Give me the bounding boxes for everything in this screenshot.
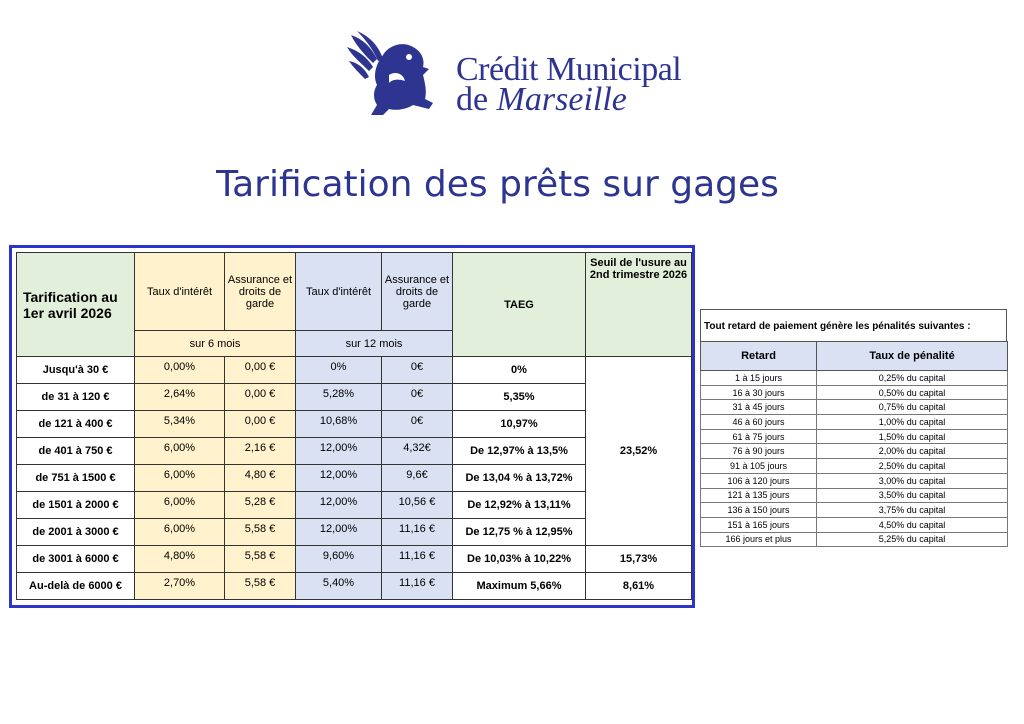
taeg-value: De 12,97% à 13,5%	[453, 438, 586, 465]
fee-12m: 4,32€	[382, 438, 453, 465]
rate-6m: 6,00%	[135, 519, 225, 546]
logo-line2-prefix: de	[456, 81, 497, 118]
penalty-taux: 2,00% du capital	[817, 444, 1008, 459]
rate-12m: 12,00%	[296, 465, 382, 492]
taeg-value: 5,35%	[453, 384, 586, 411]
row-label: de 1501 à 2000 €	[17, 492, 135, 519]
taeg-value: De 12,75 % à 12,95%	[453, 519, 586, 546]
fee-6m: 5,58 €	[225, 546, 296, 573]
penalty-taux: 5,25% du capital	[817, 532, 1008, 547]
penalty-retard: 121 à 135 jours	[701, 488, 817, 503]
logo-wordmark	[456, 51, 682, 118]
seuil-value: 8,61%	[586, 573, 692, 600]
rate-12m: 12,00%	[296, 492, 382, 519]
fee-6m: 5,28 €	[225, 492, 296, 519]
rate-12m: 12,00%	[296, 438, 382, 465]
table-row	[17, 357, 692, 384]
fee-12m: 0€	[382, 384, 453, 411]
row-label: de 3001 à 6000 €	[17, 546, 135, 573]
table-row	[701, 488, 1008, 503]
logo	[343, 25, 688, 125]
penalty-taux: 1,50% du capital	[817, 429, 1008, 444]
fee-6m: 0,00 €	[225, 384, 296, 411]
header-taux-12m: Taux d'intérêt	[296, 253, 382, 331]
penalty-retard: 166 jours et plus	[701, 532, 817, 547]
rate-6m: 2,64%	[135, 384, 225, 411]
rate-6m: 6,00%	[135, 492, 225, 519]
penalty-retard: 31 à 45 jours	[701, 400, 817, 415]
row-label: de 401 à 750 €	[17, 438, 135, 465]
taeg-value: 0%	[453, 357, 586, 384]
griffin-logo-icon	[343, 25, 443, 125]
tariff-header-row	[17, 253, 692, 331]
rate-12m: 5,40%	[296, 573, 382, 600]
table-row	[701, 473, 1008, 488]
header-taux-6m: Taux d'intérêt	[135, 253, 225, 331]
penalty-taux: 3,75% du capital	[817, 503, 1008, 518]
rate-6m: 6,00%	[135, 438, 225, 465]
header-assurance-6m: Assurance et droits de garde	[225, 253, 296, 331]
fee-6m: 4,80 €	[225, 465, 296, 492]
table-row	[17, 546, 692, 573]
penalty-col-taux: Taux de pénalité	[817, 342, 1008, 371]
fee-12m: 0€	[382, 357, 453, 384]
penalty-retard: 61 à 75 jours	[701, 429, 817, 444]
penalty-taux: 1,00% du capital	[817, 415, 1008, 430]
seuil-value: 15,73%	[586, 546, 692, 573]
row-label: de 121 à 400 €	[17, 411, 135, 438]
rate-6m: 4,80%	[135, 546, 225, 573]
rate-12m: 12,00%	[296, 519, 382, 546]
penalty-retard: 106 à 120 jours	[701, 473, 817, 488]
table-row	[701, 385, 1008, 400]
fee-12m: 11,16 €	[382, 519, 453, 546]
penalty-retard: 151 à 165 jours	[701, 517, 817, 532]
penalty-taux: 0,50% du capital	[817, 385, 1008, 400]
page-title: Tarification des prêts sur gages	[216, 164, 779, 206]
taeg-value: De 12,92% à 13,11%	[453, 492, 586, 519]
rate-12m: 10,68%	[296, 411, 382, 438]
rate-6m: 2,70%	[135, 573, 225, 600]
penalty-col-retard: Retard	[701, 342, 817, 371]
penalty-taux: 2,50% du capital	[817, 459, 1008, 474]
table-row	[701, 503, 1008, 518]
fee-6m: 0,00 €	[225, 357, 296, 384]
taeg-value: 10,97%	[453, 411, 586, 438]
table-row	[701, 459, 1008, 474]
penalty-retard: 136 à 150 jours	[701, 503, 817, 518]
rate-12m: 9,60%	[296, 546, 382, 573]
fee-6m: 0,00 €	[225, 411, 296, 438]
table-row	[17, 573, 692, 600]
header-taeg: TAEG	[453, 253, 586, 357]
table-row	[701, 517, 1008, 532]
table-row	[701, 429, 1008, 444]
penalty-taux: 3,00% du capital	[817, 473, 1008, 488]
rate-6m: 5,34%	[135, 411, 225, 438]
rate-12m: 0%	[296, 357, 382, 384]
fee-6m: 2,16 €	[225, 438, 296, 465]
penalty-taux: 0,25% du capital	[817, 371, 1008, 386]
penalty-retard: 76 à 90 jours	[701, 444, 817, 459]
fee-12m: 11,16 €	[382, 546, 453, 573]
penalty-taux: 3,50% du capital	[817, 488, 1008, 503]
period-6-months: sur 6 mois	[135, 331, 296, 357]
rate-6m: 6,00%	[135, 465, 225, 492]
tariff-table	[16, 252, 692, 600]
penalty-table	[700, 341, 1008, 547]
logo-line1: Crédit Municipal	[456, 51, 682, 88]
tariff-table-frame	[9, 245, 695, 608]
penalty-taux: 4,50% du capital	[817, 517, 1008, 532]
tariff-corner-cell: Tarification au 1er avril 2026	[17, 253, 135, 357]
taeg-value: De 10,03% à 10,22%	[453, 546, 586, 573]
logo-line2	[456, 81, 681, 118]
fee-12m: 10,56 €	[382, 492, 453, 519]
row-label: Jusqu'à 30 €	[17, 357, 135, 384]
penalty-header-row	[701, 342, 1008, 371]
taeg-value: De 13,04 % à 13,72%	[453, 465, 586, 492]
row-label: de 751 à 1500 €	[17, 465, 135, 492]
penalty-retard: 46 à 60 jours	[701, 415, 817, 430]
penalty-retard: 91 à 105 jours	[701, 459, 817, 474]
penalty-taux: 0,75% du capital	[817, 400, 1008, 415]
header-assurance-12m: Assurance et droits de garde	[382, 253, 453, 331]
logo-line2-italic: Marseille	[496, 81, 627, 118]
row-label: de 2001 à 3000 €	[17, 519, 135, 546]
fee-12m: 0€	[382, 411, 453, 438]
fee-6m: 5,58 €	[225, 573, 296, 600]
table-row	[701, 415, 1008, 430]
header-seuil: Seuil de l'usure au 2nd trimestre 2026	[586, 253, 692, 357]
fee-12m: 11,16 €	[382, 573, 453, 600]
rate-12m: 5,28%	[296, 384, 382, 411]
row-label: Au-delà de 6000 €	[17, 573, 135, 600]
fee-6m: 5,58 €	[225, 519, 296, 546]
penalty-retard: 16 à 30 jours	[701, 385, 817, 400]
period-12-months: sur 12 mois	[296, 331, 453, 357]
penalty-retard: 1 à 15 jours	[701, 371, 817, 386]
fee-12m: 9,6€	[382, 465, 453, 492]
row-label: de 31 à 120 €	[17, 384, 135, 411]
rate-6m: 0,00%	[135, 357, 225, 384]
taeg-value: Maximum 5,66%	[453, 573, 586, 600]
penalty-title: Tout retard de paiement génère les pénalités suivantes :	[700, 309, 1007, 341]
table-row	[701, 532, 1008, 547]
table-row	[701, 371, 1008, 386]
table-row	[701, 444, 1008, 459]
table-row	[701, 400, 1008, 415]
seuil-value: 23,52%	[586, 357, 692, 546]
